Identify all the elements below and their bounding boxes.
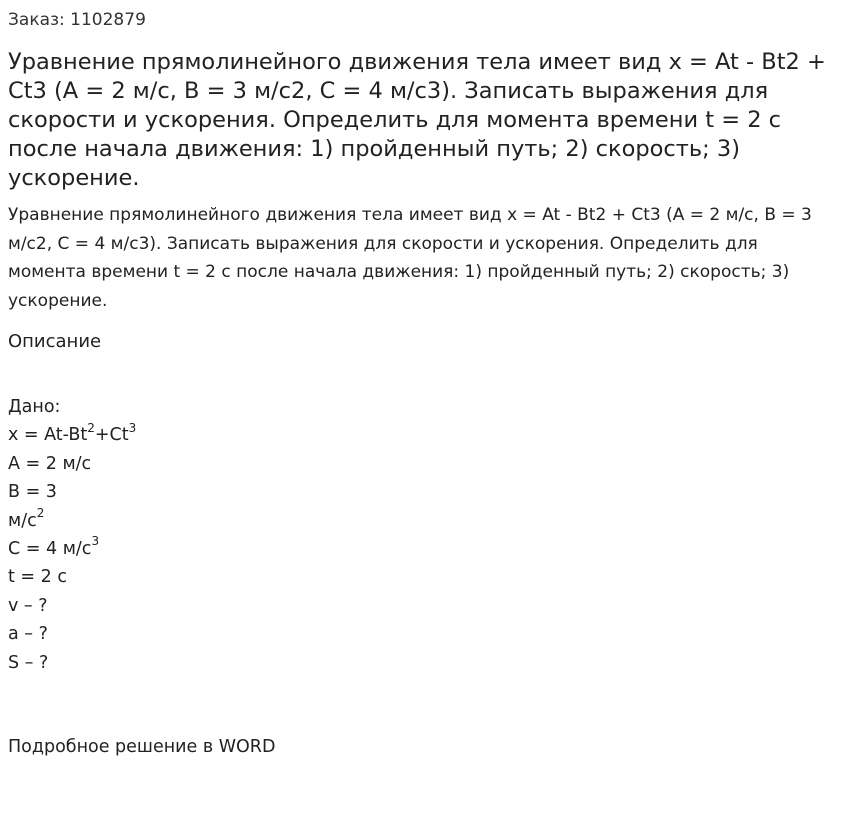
given-b: B = 3 [8,482,57,503]
formula-mid: +Ct [94,425,129,446]
given-label: Дано: [8,397,61,417]
given-a: A = 2 м/с [8,453,92,474]
c-line-base: C = 4 м/с [8,539,92,560]
formula-exponent-3: 3 [128,420,137,435]
given-b-unit [8,507,136,535]
formula-base: x = At-Bt [8,425,88,446]
given-c [8,535,136,563]
given-t: t = 2 с [8,567,67,588]
formula-exponent-2: 2 [87,420,95,435]
solution-note: Подробное решение в WORD [8,737,276,757]
task-text: Уравнение прямолинейного движения тела имеет вид x = At - Bt2 + Ct3 (A = 2 м/с, B = 3 м/с2, C = 4 м/с3). Записать выражения для скорости и ускорения. Определить для момента времени t = 2 с после начала движения: 1) пройденный путь; 2) скорость; 3) ускорение. [8,205,812,311]
task-title: Уравнение прямолинейного движения тела имеет вид x = At - Bt2 + Ct3 (A = 2 м/с, B = 3 м/с2, C = 4 м/с3). Записать выражения для скорости и ускорения. Определить для момента времени t = 2 с после начала движения: 1) пройденный путь; 2) скорость; 3) ускорение. [8,49,826,191]
description-heading: Описание [8,331,102,352]
b-unit-base: м/с [8,510,37,531]
b-unit-exponent: 2 [36,505,45,520]
find-v: v – ? [8,595,48,616]
c-unit-exponent: 3 [91,534,100,549]
formula-line [8,421,136,449]
order-number: Заказ: 1102879 [8,10,146,30]
find-s: S – ? [8,652,49,673]
given-block [8,393,136,677]
find-a: a – ? [8,624,48,645]
